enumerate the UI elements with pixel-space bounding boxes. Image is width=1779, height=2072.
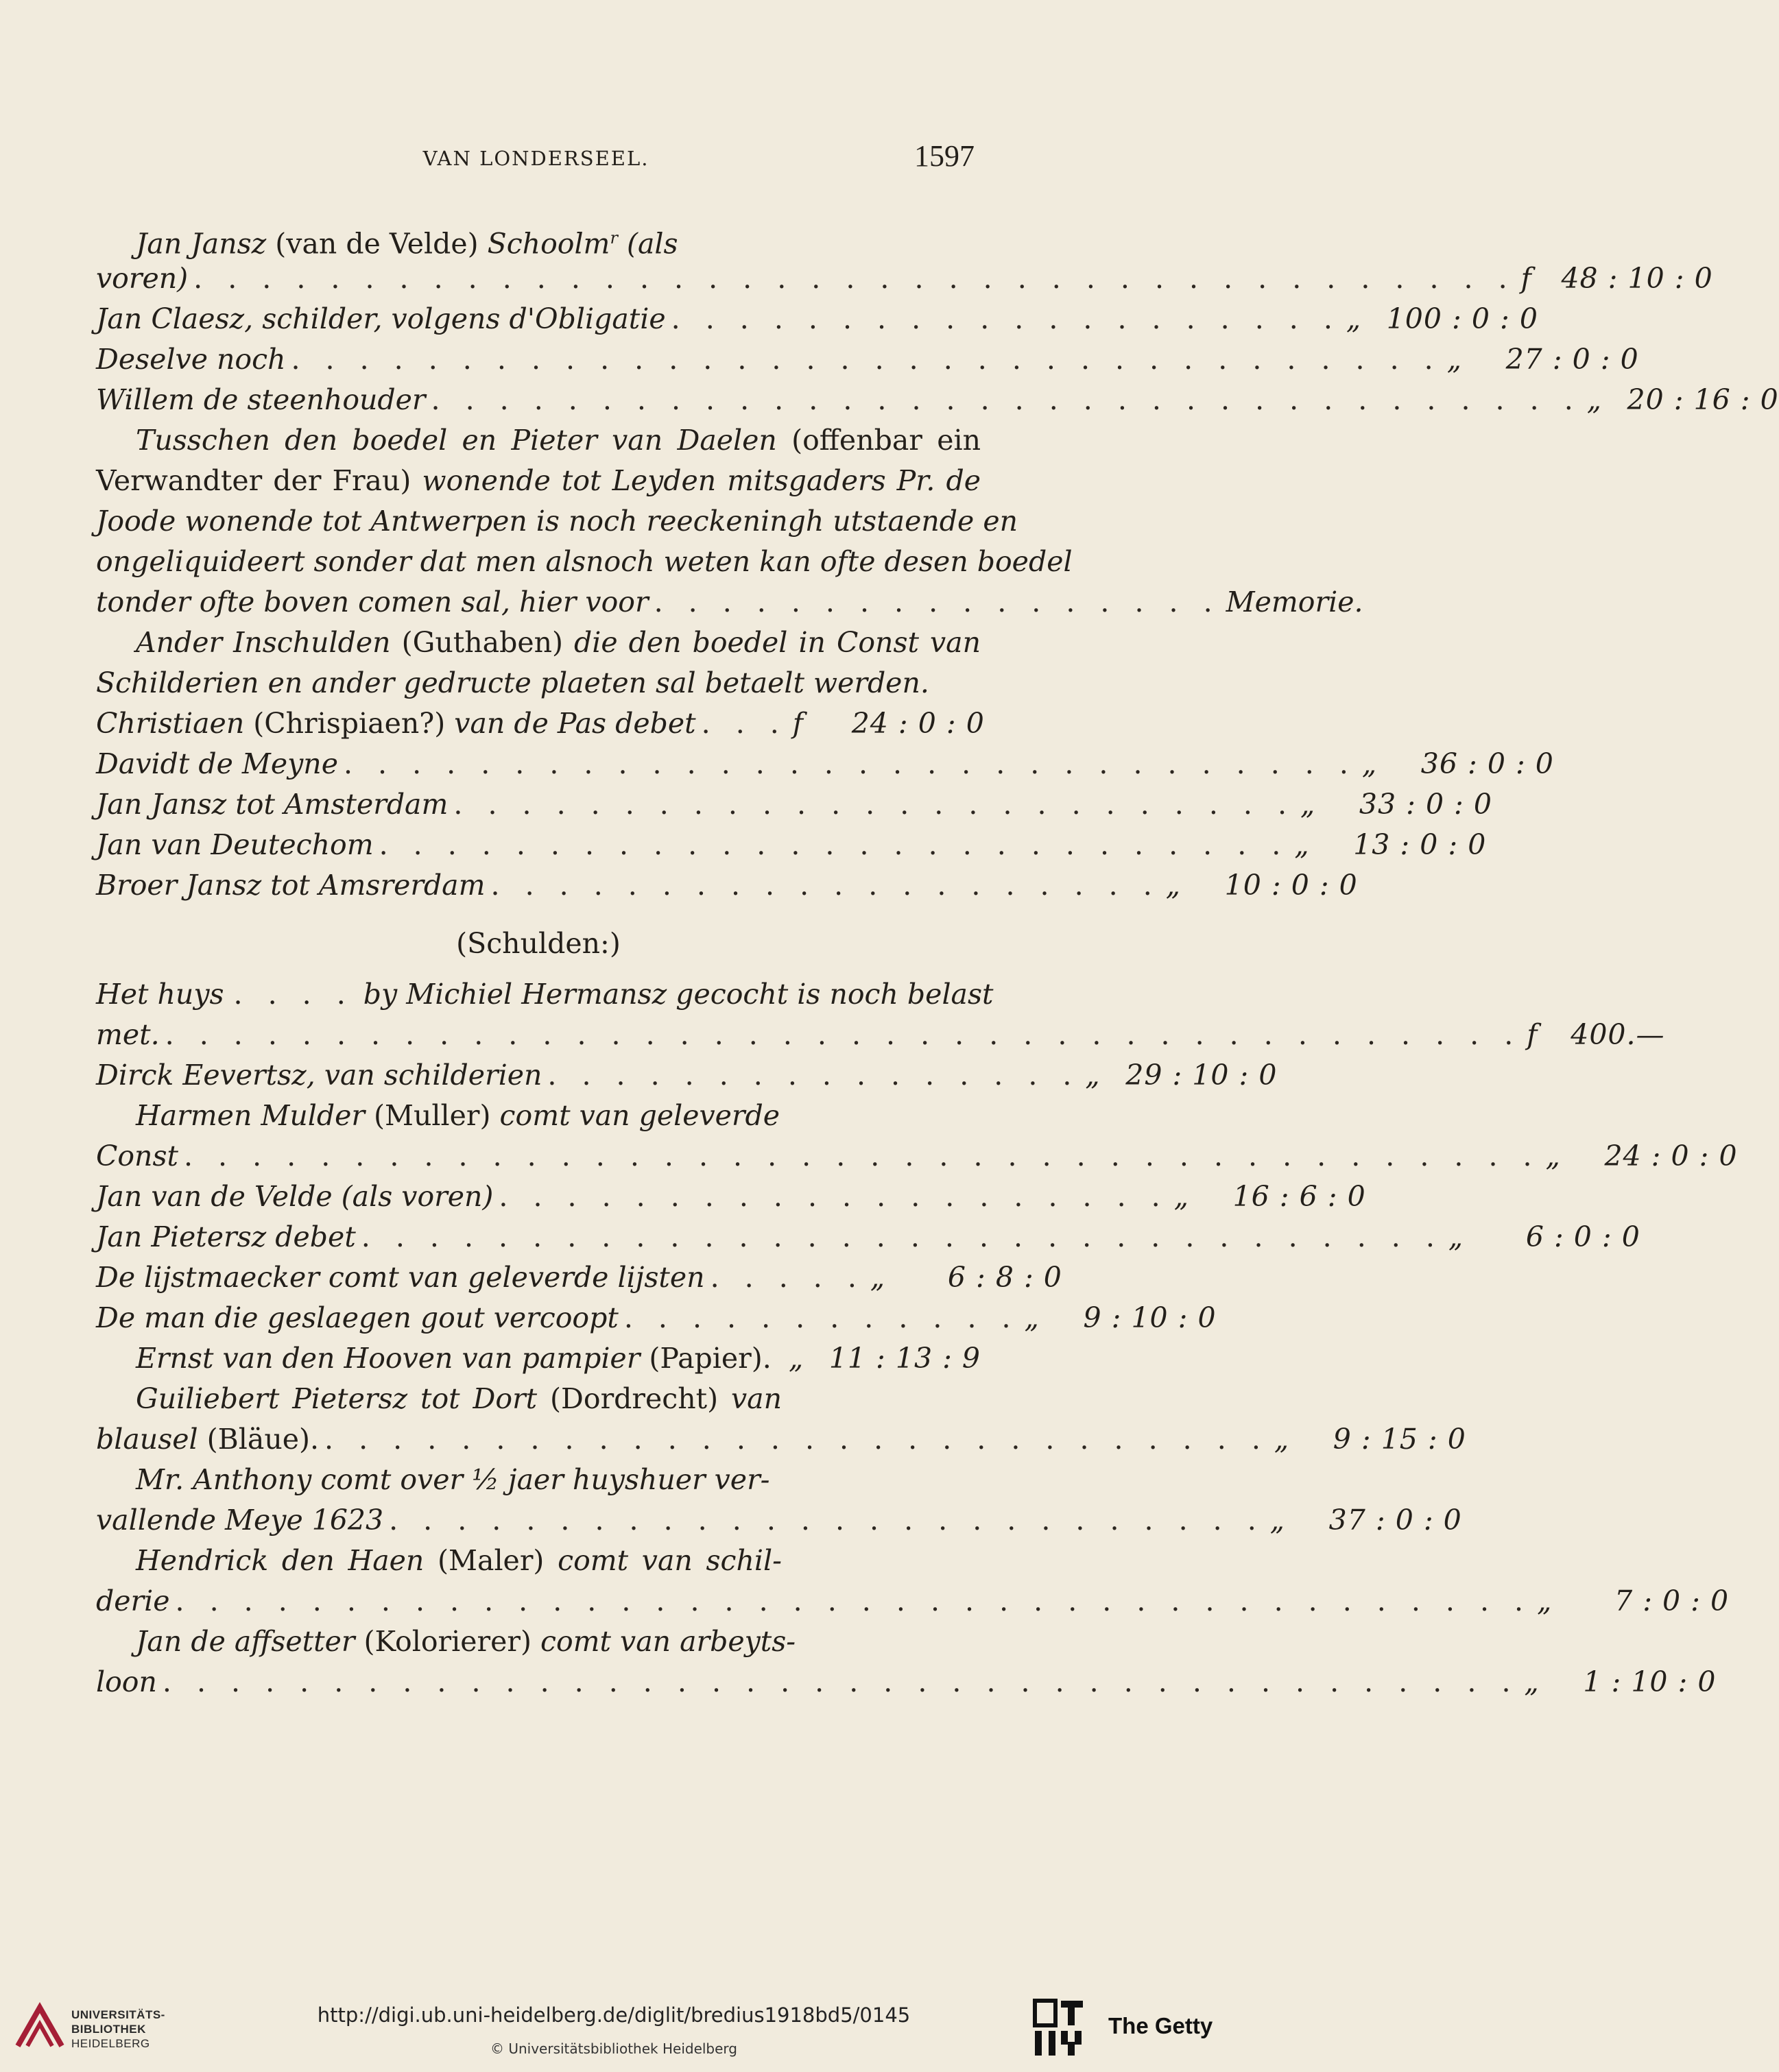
paragraph-text: comt van schil- xyxy=(558,1544,782,1577)
amount: 1 : 10 : 0 xyxy=(1583,1665,1717,1698)
leader-dots: . . . . . . . . . . . . . . . . . . . . . . . . . . . xyxy=(379,828,1289,861)
partner-name: The Getty xyxy=(1108,2013,1213,2038)
section-heading: (Schulden:) xyxy=(456,927,621,960)
leader-dots: . . . . . . . . . . . . . . . . . . . . xyxy=(671,302,1341,335)
leader-dots: . . . . . . . . . . . . xyxy=(623,1301,1019,1334)
library-name xyxy=(71,2008,165,2051)
person-name: Christiaen xyxy=(96,707,245,740)
ledger-entry xyxy=(96,299,1538,339)
paragraph-text: Anthony comt over ½ jaer huyshuer ver- xyxy=(184,1463,770,1496)
ledger-entry xyxy=(96,258,1713,299)
entry-label xyxy=(136,1338,772,1379)
note: (Papier). xyxy=(640,1342,772,1375)
note: Verwandter der Frau) xyxy=(96,464,422,497)
paragraph-text: die den boedel in Const van xyxy=(574,626,981,659)
note: (van de Velde) xyxy=(266,227,488,261)
amount: 13 : 0 : 0 xyxy=(1353,828,1487,861)
leader-dots: . . . . . . . . . . . . . . . . xyxy=(547,1059,1080,1092)
entry-label xyxy=(96,703,696,744)
library-name-line: UNIVERSITÄTS- xyxy=(71,2008,165,2021)
entry-label: voren) xyxy=(96,262,189,295)
entry-label xyxy=(96,1419,319,1460)
ditto-mark: „ xyxy=(1448,1220,1464,1253)
paragraph-text: Ander Inschulden xyxy=(136,626,391,659)
currency-mark: f xyxy=(1520,262,1531,295)
source-url-link[interactable]: http://digi.ub.uni-heidelberg.de/diglit/bredius1918bd5/0145 xyxy=(317,2003,911,2027)
paragraph-text: by Michiel Hermansz gecocht is noch belast xyxy=(363,978,994,1011)
ledger-entry xyxy=(96,1015,1665,1055)
amount: 6 : 0 : 0 xyxy=(1525,1220,1640,1253)
entry-label: met. xyxy=(96,1018,160,1051)
ditto-mark: „ xyxy=(1294,828,1309,861)
amount: 33 : 0 : 0 xyxy=(1359,788,1492,821)
ditto-mark: „ xyxy=(1524,1665,1539,1698)
page-number: 1597 xyxy=(914,139,975,173)
leader-dots: . . . . xyxy=(233,978,354,1011)
entry-label: Jan Pietersz debet xyxy=(96,1220,356,1253)
entry-label: Jan van de Velde (als voren) xyxy=(96,1180,494,1213)
entry-label: Deselve noch xyxy=(96,343,286,376)
footer xyxy=(0,1988,1230,2072)
leader-dots: . . . . . . . . . . . . . . . . . . . . . . . . . . . . . . xyxy=(343,747,1357,780)
paragraph-text: van xyxy=(730,1382,782,1415)
leader-dots: . . . . . . . . . . . . . . . . . . . . . . . . . . . . . . . . . . . . . . . . xyxy=(183,1140,1540,1172)
text-line xyxy=(96,974,994,1015)
text-line: ongeliquideert sonder dat men alsnoch weten kan ofte desen boedel xyxy=(96,545,1073,578)
paragraph-text: comt van geleverde xyxy=(499,1099,780,1132)
occupation: Schoolm xyxy=(487,227,610,261)
entry-label: Davidt de Meyne xyxy=(96,747,338,780)
ledger-entry xyxy=(96,1136,1738,1177)
ledger-entry xyxy=(96,1298,1217,1338)
note: (Dordrecht) xyxy=(537,1382,731,1415)
leader-dots: . . . . . xyxy=(710,1261,865,1294)
entry-label: Dirck Eevertsz, van schilderien xyxy=(96,1059,542,1092)
note: (Guthaben) xyxy=(390,626,575,659)
ledger-entry xyxy=(96,825,1487,865)
leader-dots: . . . . . . . . . . . . . . . . . . . . . . . . . . . . xyxy=(324,1423,1269,1456)
text-line xyxy=(96,1096,981,1136)
ledger-entry xyxy=(96,1338,981,1379)
superscript: r xyxy=(610,228,618,248)
paragraph-text: comt van arbeyts- xyxy=(540,1625,796,1658)
note: (Chrispiaen?) xyxy=(244,707,455,740)
leader-dots: . . . . . . . . . . . . . . . . . . . . . . . . . . . . . . . . . . . . . . . xyxy=(193,262,1516,295)
amount: 24 : 0 : 0 xyxy=(851,707,985,740)
ditto-mark: „ xyxy=(870,1261,885,1294)
paragraph-text: Tusschen den boedel en Pieter van Daelen xyxy=(136,424,777,457)
amount: 36 : 0 : 0 xyxy=(1420,747,1554,780)
amount: 11 : 13 : 9 xyxy=(828,1342,981,1375)
person-name: Jan de affsetter xyxy=(136,1625,355,1658)
text-line xyxy=(96,218,981,261)
leader-dots: . . . . . . . . . . . . . . . . . . . . . . . . . . . . . . . . . . xyxy=(431,383,1581,416)
ledger-entry xyxy=(96,1662,1717,1702)
ledger-entry xyxy=(96,1055,1278,1096)
ditto-mark: „ xyxy=(1165,869,1181,902)
entry-label: Willem de steenhouder xyxy=(96,383,426,416)
leader-dots: . . . . . . . . . . . . . . . . . . . . . . . . . . . . . . . . . . xyxy=(291,343,1442,376)
text-line xyxy=(96,420,981,461)
leader-dots: . . . . . . . . . . . . . . . . . . . . . . . . . . xyxy=(389,1504,1265,1537)
entry-label: derie xyxy=(96,1585,170,1617)
entry-label: tonder ofte boven comen sal, hier voor xyxy=(96,586,649,618)
text-line: Schilderien en ander gedructe plaeten sal betaelt werden. xyxy=(96,666,929,699)
ditto-mark: „ xyxy=(1446,343,1461,376)
entry-label: loon xyxy=(96,1665,157,1698)
library-name-line: HEIDELBERG xyxy=(71,2037,150,2050)
leader-dots: . . . . . . . . . . . . . . . . . . . . . . . . . . . . . . . . . . . . . . . . xyxy=(162,1665,1519,1698)
leader-dots: . . . . . . . . . . . . . . . . . . . . . . . . . xyxy=(453,788,1295,821)
amount: 20 : 16 : 0 xyxy=(1627,383,1779,416)
entry-label: vallende Meye 1623 xyxy=(96,1504,384,1537)
text-line xyxy=(96,1379,782,1419)
person-name: van de Pas debet xyxy=(454,707,696,740)
library-name-line: BIBLIOTHEK xyxy=(71,2023,146,2036)
ditto-mark: „ xyxy=(1085,1059,1100,1092)
ditto-mark: „ xyxy=(1274,1423,1289,1456)
note: (offenbar ein xyxy=(776,424,981,457)
person-name: Jan Jansz xyxy=(136,227,267,261)
ditto-mark: „ xyxy=(1173,1180,1189,1213)
text-line: Joode wonende tot Antwerpen is noch reeckeningh utstaende en xyxy=(96,505,1018,538)
ledger-entry xyxy=(96,1177,1366,1217)
ledger-entry xyxy=(96,1419,1466,1460)
ditto-mark: „ xyxy=(1586,383,1601,416)
ditto-mark: „ xyxy=(1269,1504,1285,1537)
ledger-entry xyxy=(96,1500,1462,1541)
amount: 9 : 10 : 0 xyxy=(1083,1301,1217,1334)
amount: 37 : 0 : 0 xyxy=(1328,1504,1462,1537)
ditto-mark: „ xyxy=(789,1342,804,1375)
person-name: Guiliebert Pietersz tot Dort xyxy=(136,1382,538,1415)
ledger-entry xyxy=(96,1217,1640,1257)
ledger-entry xyxy=(96,865,1358,906)
text-line xyxy=(96,461,981,501)
getty-logo-icon xyxy=(1032,1998,1087,2060)
body-text xyxy=(96,218,1779,1702)
note: (Kolorierer) xyxy=(355,1625,540,1658)
leader-dots: . . . . . . . . . . . . . . . . . . . . . . . . . . . . . . . . . . . . . . . . xyxy=(165,1018,1522,1051)
ditto-mark: „ xyxy=(1361,747,1377,780)
entry-label: Jan Jansz tot Amsterdam xyxy=(96,788,449,821)
leader-dots: . . . . . . . . . . . . . . . . . . . . . . . . . . . . . . . . . . . . . . . . xyxy=(175,1585,1532,1617)
entry-label: Broer Jansz tot Amsrerdam xyxy=(96,869,486,902)
paragraph-text: Het huys xyxy=(96,978,224,1011)
amount: 7 : 0 : 0 xyxy=(1614,1585,1730,1617)
ditto-mark: „ xyxy=(1537,1585,1552,1617)
note: (als xyxy=(617,227,678,261)
ledger-entry xyxy=(96,339,1639,380)
entry-label: Jan Claesz, schilder, volgens d'Obligatie xyxy=(96,302,666,335)
ledger-entry xyxy=(96,1257,1062,1298)
entry-label: Const xyxy=(96,1140,178,1172)
ledger-entry xyxy=(96,582,1363,623)
copyright-notice: © Universitätsbibliothek Heidelberg xyxy=(490,2040,737,2057)
ledger-entry xyxy=(96,1581,1730,1622)
ledger-entry xyxy=(96,703,985,744)
amount: Memorie. xyxy=(1226,586,1363,618)
ledger-entry xyxy=(96,380,1779,420)
amount: 9 : 15 : 0 xyxy=(1333,1423,1466,1456)
person-name: Ernst van den Hooven van pampier xyxy=(136,1342,641,1375)
leader-dots: . . . . . . . . . . . . . . . . . . . . . . . . . . . . . . . . xyxy=(361,1220,1443,1253)
ditto-mark: „ xyxy=(1346,302,1361,335)
amount: 6 : 8 : 0 xyxy=(947,1261,1062,1294)
note: (Bläue). xyxy=(198,1423,320,1456)
university-library-logo-icon xyxy=(14,2003,66,2051)
amount: 24 : 0 : 0 xyxy=(1604,1140,1738,1172)
paragraph-text: wonende tot Leyden mitsgaders Pr. de xyxy=(422,464,981,497)
currency-mark: f xyxy=(792,707,803,740)
currency-mark: f xyxy=(1527,1018,1538,1051)
text-line xyxy=(96,1622,796,1662)
ledger-entry xyxy=(96,784,1492,825)
person-name: Hendrick den Haen xyxy=(136,1544,425,1577)
text-line xyxy=(96,1541,782,1581)
amount: 16 : 6 : 0 xyxy=(1232,1180,1366,1213)
note: (Muller) xyxy=(365,1099,500,1132)
ditto-mark: „ xyxy=(1545,1140,1560,1172)
leader-dots: . . . xyxy=(701,707,787,740)
note: (Maler) xyxy=(424,1544,558,1577)
ditto-mark: „ xyxy=(1024,1301,1039,1334)
leader-dots: . . . . . . . . . . . . . . . . . . . . xyxy=(499,1180,1169,1213)
ditto-mark: „ xyxy=(1300,788,1315,821)
leader-dots: . . . . . . . . . . . . . . . . . xyxy=(654,586,1221,618)
running-title: VAN LONDERSEEL. xyxy=(422,147,649,170)
amount: 100 : 0 : 0 xyxy=(1386,302,1538,335)
amount: 48 : 10 : 0 xyxy=(1561,262,1713,295)
amount: 10 : 0 : 0 xyxy=(1224,869,1358,902)
amount: 27 : 0 : 0 xyxy=(1505,343,1639,376)
text-line xyxy=(96,623,981,663)
amount: 29 : 10 : 0 xyxy=(1125,1059,1278,1092)
entry-label: De man die geslaegen gout vercoopt xyxy=(96,1301,619,1334)
ledger-entry xyxy=(96,744,1554,784)
entry-label: De lijstmaecker comt van geleverde lijsten xyxy=(96,1261,705,1294)
leader-dots: . . . . . . . . . . . . . . . . . . . . xyxy=(490,869,1160,902)
person-name: Harmen Mulder xyxy=(136,1099,365,1132)
material: blausel xyxy=(96,1423,198,1456)
entry-label: Jan van Deutechom xyxy=(96,828,374,861)
amount: 400.— xyxy=(1571,1018,1665,1051)
person-title: Mr. xyxy=(136,1463,184,1496)
text-line xyxy=(96,1460,981,1500)
